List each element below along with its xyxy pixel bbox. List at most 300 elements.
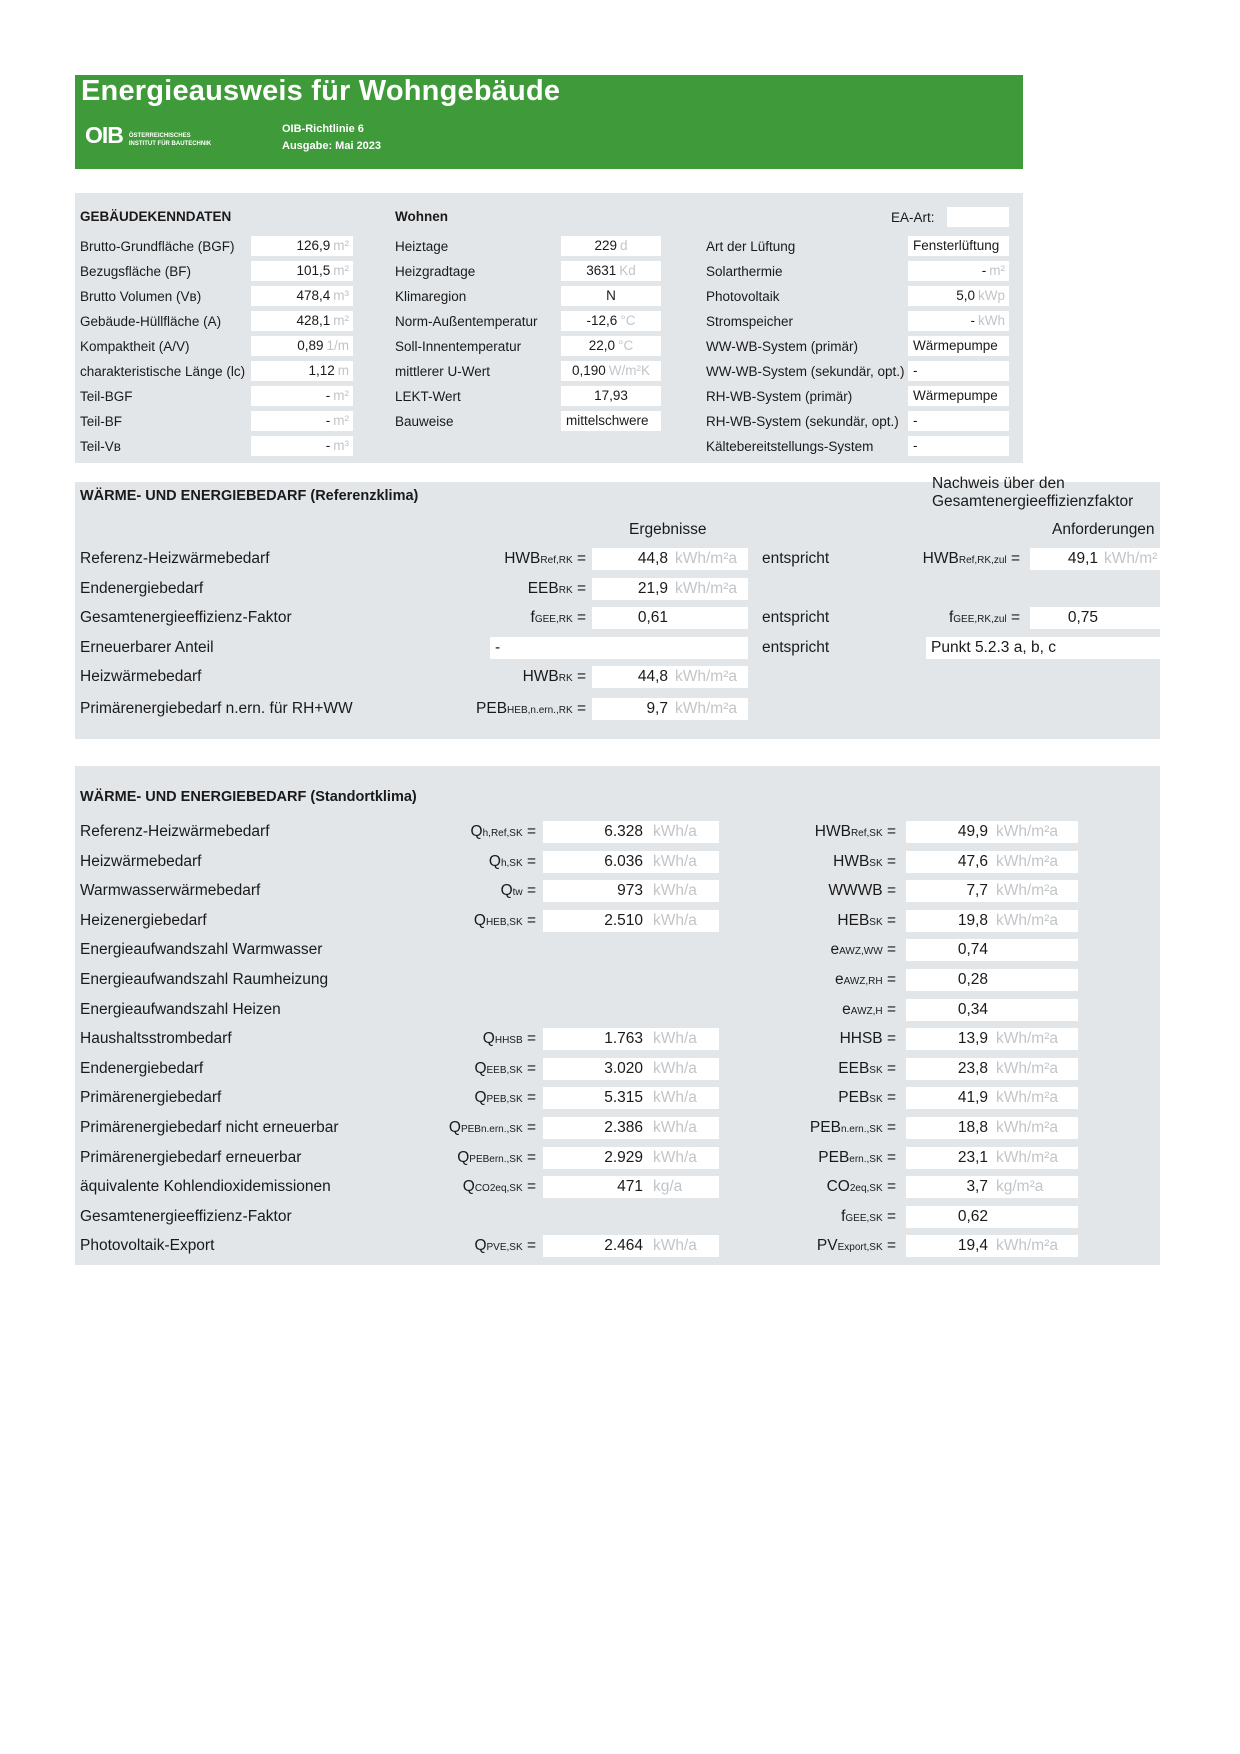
site-row-q-symbol: QHEB,SK = [473,911,536,929]
building-col1-value [251,236,353,256]
building-col1-value-unit: m² [333,238,349,253]
guideline-info [282,121,381,155]
reference-row-value-number: 21,9 [637,580,668,597]
site-row-s-symbol: eAWZ,RH = [834,971,896,988]
reference-row-match: entspricht [762,639,830,656]
reference-heading: WÄRME- UND ENERGIEBEDARF (Referenzklima) [80,488,419,504]
site-row-q-value-number: 3.020 [604,1059,643,1077]
site-row-q-value-number: 2.464 [604,1237,643,1255]
building-col3-value-number: - [970,313,975,328]
site-row-q-symbol-sub: CO2eq,SK [474,1183,523,1195]
reference-row-req-value [1030,607,1160,629]
building-col2-label: Soll-Innentemperatur [395,339,522,354]
reference-row-value-number: - [495,639,501,656]
site-row-s-symbol: HWBRef,SK = [814,823,896,840]
site-row-s-value [906,1058,1078,1080]
site-row-q-symbol-sub: HHSB [494,1035,523,1047]
building-col1-value-unit: 1/m [326,338,349,353]
building-col1-value-unit: m² [333,263,349,278]
site-row-q-symbol-main: Q [457,1148,470,1166]
site-row-q-symbol: QPEB,SK = [474,1089,536,1107]
building-col2-value [561,311,661,331]
building-col3-label: WW-WB-System (sekundär, opt.) [706,364,905,379]
site-row-q-symbol: Qh,Ref,SK = [470,823,536,840]
building-col3-value [908,286,1009,306]
site-row-q-value [543,1058,719,1080]
building-col3-value [908,411,1009,431]
site-row-s-value [906,880,1078,902]
building-col2-value [561,261,661,281]
site-row-s-symbol: HEBSK = [837,911,896,929]
reference-row-symbol: fGEE,RK = [530,609,586,626]
reference-row-req-symbol: HWBRef,RK,zul = [922,550,1020,567]
site-row-s-symbol-sub: AWZ,WW [839,946,883,958]
oib-logo [85,122,211,149]
site-row-s-value [906,1028,1078,1050]
site-row-q-value [543,1028,719,1050]
site-row-s-symbol-main: PEB [818,1148,850,1166]
building-col3-label: WW-WB-System (primär) [706,339,858,354]
reference-row-symbol-main: PEB [476,700,508,717]
building-col2-value [561,236,661,256]
site-row-s-symbol-main: WWWB [828,882,883,900]
site-row-q-value [543,821,719,843]
site-row-q-value-unit: kWh/a [653,1059,697,1077]
building-col3-value [908,311,1009,331]
reference-row-symbol-sub: HEB,n.ern.,RK [507,705,573,716]
building-col1-value [251,386,353,406]
site-row-s-value [906,1206,1078,1228]
reference-row-req-symbol-main: f [948,609,954,626]
edition: Ausgabe: Mai 2023 [282,140,382,152]
site-row-s-value-unit: kWh/m²a [996,1089,1058,1107]
reference-row-value-number: 0,61 [637,609,668,626]
site-row-s-symbol-sub: SK [869,916,883,928]
reference-row-req-symbol: fGEE,RK,zul = [948,609,1020,626]
site-row-s-symbol-main: PEB [809,1119,841,1136]
site-row-s-symbol-main: e [834,971,844,988]
reference-row-req-value-number: 0,75 [1067,609,1098,626]
building-col1-value-unit: m² [333,413,349,428]
site-row-q-value-unit: kWh/a [653,1089,697,1107]
building-col1-label: Brutto-Grundfläche (BGF) [80,239,235,254]
site-row-s-value-number: 23,1 [957,1148,988,1166]
site-row-s-value-unit: kWh/m²a [996,1148,1058,1166]
site-row-q-value-number: 973 [617,882,643,900]
site-row-s-symbol-sub: AWZ,H [850,1005,883,1017]
reference-row-value [592,698,748,720]
reference-row-value-unit: kWh/m²a [675,668,737,685]
reference-row-symbol: HWBRK = [522,668,586,685]
site-row-s-symbol: HWBSK = [833,852,896,870]
building-col3-value-unit: kWp [978,288,1005,303]
site-row-s-value-number: 19,8 [957,911,988,929]
building-col3-value-number: - [913,363,918,378]
site-row-s-value-number: 0,62 [957,1207,988,1225]
site-row-q-symbol: QPEBern.,SK = [457,1148,536,1166]
reference-row-symbol: PEBHEB,n.ern.,RK = [476,700,586,717]
building-col3-label: Kältebereitstellungs-System [706,439,874,454]
building-col3-value [908,361,1009,381]
reference-row-req-value-number: Punkt 5.2.3 a, b, c [931,639,1056,656]
site-row-q-symbol: QPVE,SK = [474,1237,536,1255]
building-col3-value [908,386,1009,406]
site-row-s-symbol-main: HHSB [839,1030,883,1048]
building-col2-value-number: N [606,288,616,303]
usage-heading: Wohnen [395,209,448,224]
site-row-q-symbol-sub: h,Ref,SK [482,828,523,839]
building-col1-value-unit: m [337,363,349,378]
building-col1-value-number: 101,5 [296,263,331,278]
building-col1-value-number: 126,9 [296,238,331,253]
site-row-s-value-number: 13,9 [957,1030,988,1048]
building-col3-label: Art der Lüftung [706,239,796,254]
building-col2-label: Klimaregion [395,289,467,304]
building-col1-label: charakteristische Länge (lc) [80,364,246,379]
site-row-q-value-number: 5.315 [604,1089,643,1107]
site-row-q-symbol-main: Q [473,911,486,929]
site-row-q-value-number: 6.328 [604,823,643,840]
building-col2-value-number: 22,0 [588,338,616,353]
site-row-s-symbol-main: e [830,941,840,959]
reference-row-symbol: EEBRK = [527,580,586,597]
reference-row-symbol-sub: GEE,RK [534,614,573,625]
site-row-s-symbol-main: HEB [837,911,870,929]
site-row-label: Primärenergiebedarf erneuerbar [80,1148,302,1166]
site-row-s-value [906,1117,1078,1139]
building-col2-label: Bauweise [395,414,454,429]
site-row-s-value-number: 18,8 [957,1119,988,1136]
building-col1-value-number: 1,12 [308,363,335,378]
site-row-q-symbol-main: Q [448,1119,461,1136]
reference-row-label: Erneuerbarer Anteil [80,639,214,656]
building-col2-value-unit: W/m²K [608,363,651,378]
building-col1-value [251,286,353,306]
site-row-s-symbol: eAWZ,WW = [830,941,896,959]
site-row-s-value [906,999,1078,1021]
building-col3-value-unit: m² [989,263,1005,278]
site-row-s-value-unit: kWh/m²a [996,1237,1058,1255]
ea-art-label: EA-Art: [891,210,935,225]
site-row-q-symbol: QEEB,SK = [474,1059,536,1077]
site-row-s-symbol: PVExport,SK = [816,1237,896,1255]
site-row-s-value-number: 23,8 [957,1059,988,1077]
site-row-s-value-unit: kWh/m²a [996,1030,1058,1048]
site-row-label: Energieaufwandszahl Raumheizung [80,971,329,988]
site-row-s-value [906,969,1078,991]
building-col1-value-unit: m³ [333,438,349,453]
site-row-s-value-number: 49,9 [957,823,988,840]
site-row-s-symbol-main: HWB [833,852,870,870]
reference-row-value [592,607,748,629]
site-row-s-value-unit: kWh/m²a [996,1119,1058,1136]
building-col1-label: Teil-BF [80,414,123,429]
building-col1-value-unit: m³ [333,288,349,303]
reference-row-symbol-main: EEB [527,580,559,597]
building-col1-value [251,311,353,331]
building-col2-value-number: 0,190 [571,363,606,378]
site-row-s-symbol: CO2eq,SK = [826,1178,896,1196]
building-col1-value [251,436,353,456]
ea-art-value [947,207,1009,227]
site-row-q-symbol-main: Q [500,882,513,900]
site-row-s-symbol-sub: AWZ,RH [843,976,883,987]
building-col2-value [561,411,661,431]
site-row-label: Haushaltsstrombedarf [80,1030,232,1048]
site-row-q-value [543,1147,719,1169]
site-row-s-value-number: 0,74 [957,941,988,959]
site-row-q-value-unit: kWh/a [653,1237,697,1255]
site-row-q-value-unit: kWh/a [653,852,697,870]
reference-row-label: Referenz-Heizwärmebedarf [80,550,270,567]
reference-row-label: Primärenergiebedarf n.ern. für RH+WW [80,700,353,717]
site-row-s-symbol: eAWZ,H = [842,1000,896,1018]
site-row-s-symbol-main: EEB [838,1059,870,1077]
site-row-s-symbol-main: e [842,1000,851,1018]
site-row-label: Energieaufwandszahl Warmwasser [80,941,323,959]
reference-row-symbol: HWBRef,RK = [504,550,586,567]
site-row-label: Photovoltaik-Export [80,1237,215,1255]
building-col2-value [561,286,661,306]
site-row-q-value-number: 2.386 [604,1119,643,1136]
reference-row-value-unit: kWh/m²a [675,550,737,567]
site-row-s-value-number: 47,6 [957,852,988,870]
building-col1-value-number: 428,1 [296,313,331,328]
building-col2-value-unit: Kd [619,263,636,278]
building-col3-label: RH-WB-System (sekundär, opt.) [706,414,899,429]
site-row-q-symbol-sub: PEBern.,SK [469,1153,523,1165]
site-row-s-value [906,1176,1078,1198]
building-col3-label: Solarthermie [706,264,783,279]
building-col2-label: mittlerer U-Wert [395,364,491,379]
reference-row-label: Gesamtenergieeffizienz-Faktor [80,609,292,626]
building-col3-label: Photovoltaik [706,289,780,304]
building-col2-value-number: 3631 [586,263,617,278]
site-row-s-symbol-main: PEB [838,1089,870,1107]
building-col1-label: Gebäude-Hüllfläche (A) [80,314,222,329]
site-row-s-value-unit: kg/m²a [996,1178,1044,1196]
site-row-q-symbol-main: Q [474,1237,487,1255]
site-row-q-symbol-sub: PEBn.ern.,SK [460,1124,523,1135]
reference-row-value-number: 9,7 [646,700,668,717]
site-row-q-symbol: QCO2eq,SK = [462,1178,536,1196]
building-col3-value-number: Fensterlüftung [913,238,1000,253]
site-row-q-value [543,1176,719,1198]
site-row-q-value-unit: kg/a [653,1178,683,1196]
building-col3-value-number: 5,0 [956,288,975,303]
site-row-s-symbol-sub: SK [869,1094,883,1106]
site-row-q-value [543,1117,719,1139]
building-col2-value-unit: °C [618,338,634,353]
site-row-s-value-unit: kWh/m²a [996,1059,1058,1077]
site-row-label: äquivalente Kohlendioxidemissionen [80,1178,331,1196]
site-row-q-value-unit: kWh/a [653,823,697,840]
reference-row-value-number: 44,8 [637,550,668,567]
logo-org: ÖSTERREICHISCHES INSTITUT FÜR BAUTECHNIK [128,132,212,147]
site-row-q-symbol-main: Q [474,1089,487,1107]
site-row-s-symbol: PEBSK = [838,1089,896,1107]
site-row-s-value-number: 0,34 [957,1000,988,1018]
site-row-q-symbol: Qh,SK = [488,852,536,870]
reference-row-value-unit: kWh/m²a [675,700,737,717]
guideline: OIB-Richtlinie 6 [282,123,364,135]
reference-row-symbol-main: HWB [504,550,541,567]
building-col1-label: Bezugsfläche (BF) [80,264,192,279]
site-row-q-value-number: 471 [617,1178,643,1196]
building-col2-label: LEKT-Wert [395,389,461,404]
site-row-q-value [543,910,719,932]
reference-row-req-value [926,637,1160,659]
building-col1-label: Kompaktheit (A/V) [80,339,190,354]
site-heading: WÄRME- UND ENERGIEBEDARF (Standortklima) [80,789,417,805]
site-row-q-symbol-main: Q [482,1030,495,1048]
site-row-q-value-number: 2.510 [604,911,643,929]
results-label: Ergebnisse [629,521,707,538]
site-row-s-symbol-sub: ern.,SK [849,1153,883,1165]
site-row-s-value-unit: kWh/m²a [996,852,1058,870]
site-row-q-symbol: QPEBn.ern.,SK = [448,1119,536,1136]
building-col1-value-number: - [325,438,331,453]
site-row-s-symbol-sub: SK [869,857,883,869]
site-row-q-value-number: 2.929 [604,1148,643,1166]
building-col3-value-number: Wärmepumpe [913,338,998,353]
logo-mark: OIB [85,122,123,148]
building-col1-value-number: - [325,413,331,428]
building-col2-value-unit: °C [620,313,636,328]
site-row-s-symbol-sub: SK [869,1064,883,1076]
site-row-q-value-unit: kWh/a [653,882,697,900]
building-col1-value-number: - [325,388,331,403]
site-row-label: Energieaufwandszahl Heizen [80,1000,281,1018]
building-col3-value [908,436,1009,456]
site-row-q-value [543,880,719,902]
site-row-s-value-unit: kWh/m²a [996,911,1058,929]
building-col3-value-number: Wärmepumpe [913,388,998,403]
site-row-q-symbol-sub: EEB,SK [486,1064,523,1076]
site-row-q-symbol-sub: PEB,SK [486,1094,523,1106]
reference-row-label: Heizwärmebedarf [80,668,202,685]
building-col2-value-number: mittelschwere [566,413,649,428]
building-col3-value-number: - [981,263,987,278]
site-row-label: Primärenergiebedarf nicht erneuerbar [80,1119,339,1136]
building-col1-label: Brutto Volumen (Vʙ) [80,289,202,304]
building-col3-value [908,261,1009,281]
site-row-s-symbol-sub: GEE,SK [845,1212,883,1224]
reference-row-symbol-main: HWB [522,668,559,685]
site-row-q-value-unit: kWh/a [653,1030,697,1048]
site-row-s-value [906,939,1078,961]
site-row-s-value-number: 7,7 [966,882,988,900]
site-row-q-symbol: Qtw = [500,882,536,900]
header-banner [75,75,1023,169]
building-heading: GEBÄUDEKENNDATEN [80,209,232,224]
site-row-s-symbol-main: f [841,1207,846,1225]
site-row-label: Primärenergiebedarf [80,1089,222,1107]
building-col3-value [908,236,1009,256]
reference-row-symbol-sub: Ref,RK [540,555,573,566]
building-col2-value-unit: d [620,238,628,253]
site-row-label: Warmwasserwärmebedarf [80,882,261,900]
building-col1-value-unit: m² [333,388,349,403]
site-row-q-symbol-sub: tw [512,887,523,899]
building-col3-value [908,336,1009,356]
site-row-s-value-number: 41,9 [957,1089,988,1107]
site-row-q-value [543,1235,719,1257]
reference-row-req-symbol-sub: Ref,RK,zul [958,555,1007,566]
building-col1-value [251,261,353,281]
reference-row-value [490,637,748,659]
building-col2-value [561,386,661,406]
site-row-label: Gesamtenergieeffizienz-Faktor [80,1207,292,1225]
building-col1-value-number: 0,89 [297,338,324,353]
site-row-q-value-unit: kWh/a [653,1148,697,1166]
building-col1-value [251,411,353,431]
site-row-q-value [543,851,719,873]
site-row-q-symbol-main: Q [470,823,483,840]
reference-row-req-value-number: 49,1 [1067,550,1098,567]
site-row-s-symbol-sub: Ref,SK [850,828,883,839]
reference-row-value [592,548,748,570]
reference-row-value [592,666,748,688]
site-row-s-symbol: fGEE,SK = [841,1207,896,1225]
reference-row-req-value-unit: kWh/m² [1104,550,1158,567]
building-col1-value [251,361,353,381]
site-row-q-symbol: QHHSB = [482,1030,536,1048]
building-col3-value-number: - [913,413,918,428]
site-row-label: Heizenergiebedarf [80,911,207,929]
site-row-q-symbol-main: Q [488,852,501,870]
reference-row-symbol-sub: RK [558,673,573,684]
site-row-q-value-unit: kWh/a [653,911,697,929]
site-row-s-value [906,821,1078,843]
site-row-q-symbol-sub: PVE,SK [486,1242,523,1254]
building-col2-value-number: 17,93 [594,388,628,403]
site-row-s-symbol: WWWB = [828,882,896,900]
building-col3-value-number: - [913,438,918,453]
site-row-s-value-unit: kWh/m²a [996,823,1058,840]
site-row-s-symbol-sub: 2eq,SK [849,1183,883,1195]
site-row-s-symbol: PEBern.,SK = [818,1148,896,1166]
building-col2-label: Heiztage [395,239,449,254]
building-col2-label: Heizgradtage [395,264,476,279]
site-row-s-symbol: PEBn.ern.,SK = [809,1119,896,1136]
building-col2-value [561,361,661,381]
building-col1-value-unit: m² [333,313,349,328]
reference-row-symbol-sub: RK [558,585,573,596]
building-col2-value-number: -12,6 [586,313,618,328]
reference-row-label: Endenergiebedarf [80,580,204,597]
site-row-q-symbol-main: Q [462,1178,475,1196]
site-row-s-value [906,1235,1078,1257]
reference-row-value [592,578,748,600]
site-row-s-symbol-sub: n.ern.,SK [840,1124,883,1135]
building-col2-value-number: 229 [594,238,617,253]
reference-row-req-symbol-sub: GEE,RK,zul [953,614,1007,625]
reference-row-value-number: 44,8 [637,668,668,685]
building-col3-value-unit: kWh [978,313,1005,328]
site-row-s-symbol-main: CO [826,1178,850,1196]
reference-row-match: entspricht [762,550,830,567]
reference-row-req-symbol-main: HWB [922,550,959,567]
site-row-s-value [906,910,1078,932]
reference-row-value-unit: kWh/m²a [675,580,737,597]
building-col1-label: Teil-BGF [80,389,133,404]
reference-row-symbol-main: f [530,609,535,626]
requirements-label: Anforderungen [1052,521,1155,538]
site-row-q-value-number: 1.763 [604,1030,643,1048]
site-row-s-value [906,851,1078,873]
building-col3-label: RH-WB-System (primär) [706,389,853,404]
